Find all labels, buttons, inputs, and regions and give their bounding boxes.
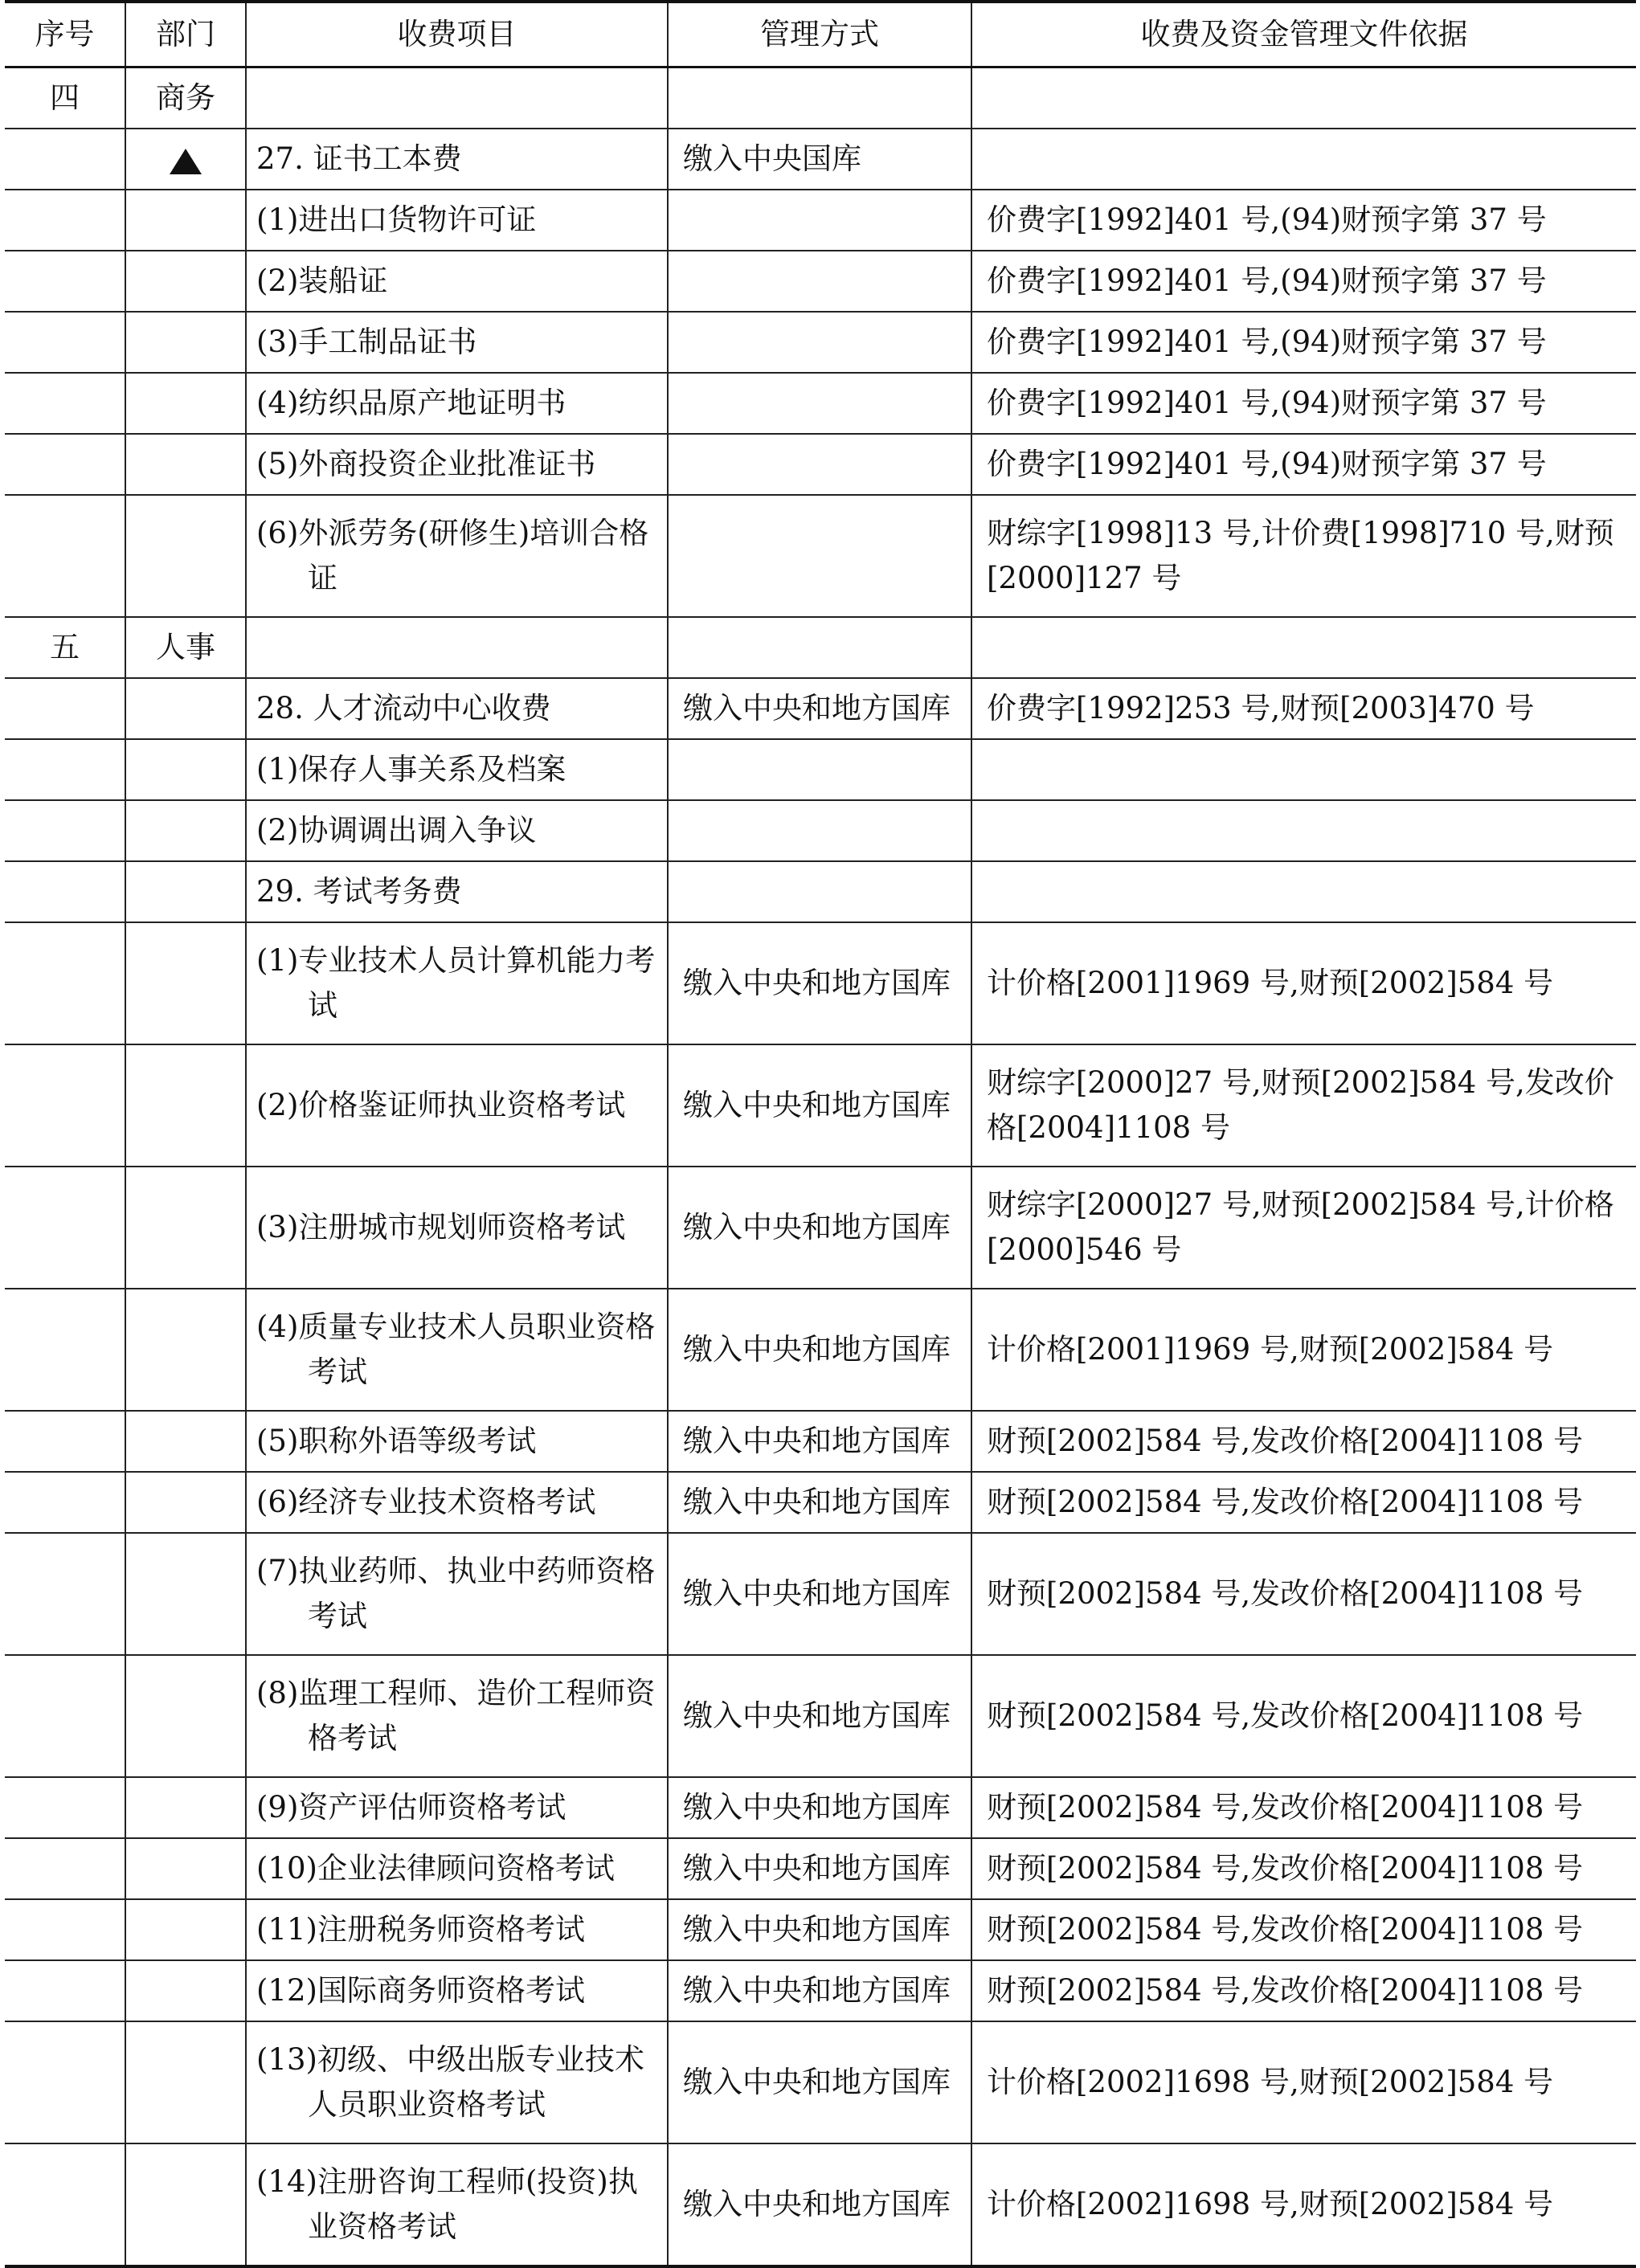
cell-no [5, 1044, 125, 1167]
cell-item: (1)进出口货物许可证 [246, 190, 668, 251]
cell-no [5, 1411, 125, 1472]
cell-basis: 价费字[1992]253 号,财预[2003]470 号 [971, 678, 1636, 739]
cell-no [5, 1960, 125, 2021]
table-row [5, 312, 1636, 373]
cell-item: (5)职称外语等级考试 [246, 1411, 668, 1472]
cell-no [5, 739, 125, 800]
cell-basis: 价费字[1992]401 号,(94)财预字第 37 号 [971, 434, 1636, 495]
cell-mgmt: 缴入中央和地方国库 [668, 2021, 971, 2143]
cell-mgmt: 缴入中央国库 [668, 129, 971, 190]
table-row [5, 617, 1636, 678]
triangle-marker-icon [170, 149, 202, 174]
cell-mgmt [668, 251, 971, 312]
cell-basis: 计价格[2001]1969 号,财预[2002]584 号 [971, 922, 1636, 1044]
cell-item: (6)经济专业技术资格考试 [246, 1472, 668, 1533]
cell-item: 28. 人才流动中心收费 [246, 678, 668, 739]
cell-mgmt [668, 495, 971, 617]
cell-mgmt [668, 373, 971, 434]
cell-no [5, 1167, 125, 1289]
cell-no [5, 800, 125, 861]
cell-item: (1)保存人事关系及档案 [246, 739, 668, 800]
table-row [5, 1167, 1636, 1289]
cell-item: (12)国际商务师资格考试 [246, 1960, 668, 2021]
cell-dept [125, 922, 246, 1044]
fee-table [5, 0, 1636, 2268]
cell-dept [125, 861, 246, 922]
table-row [5, 251, 1636, 312]
table-row [5, 1777, 1636, 1838]
cell-basis: 财预[2002]584 号,发改价格[2004]1108 号 [971, 1838, 1636, 1899]
cell-mgmt: 缴入中央和地方国库 [668, 2143, 971, 2266]
cell-mgmt: 缴入中央和地方国库 [668, 922, 971, 1044]
cell-mgmt [668, 800, 971, 861]
table-row [5, 1472, 1636, 1533]
cell-mgmt: 缴入中央和地方国库 [668, 1655, 971, 1777]
table-row [5, 373, 1636, 434]
cell-dept [125, 251, 246, 312]
cell-basis: 财预[2002]584 号,发改价格[2004]1108 号 [971, 1472, 1636, 1533]
cell-mgmt [668, 861, 971, 922]
cell-no [5, 1838, 125, 1899]
cell-item: (4)纺织品原产地证明书 [246, 373, 668, 434]
table-row [5, 1533, 1636, 1655]
table-row [5, 190, 1636, 251]
cell-mgmt: 缴入中央和地方国库 [668, 1411, 971, 1472]
cell-no [5, 861, 125, 922]
cell-dept [125, 1533, 246, 1655]
cell-basis: 价费字[1992]401 号,(94)财预字第 37 号 [971, 251, 1636, 312]
cell-dept [125, 1899, 246, 1960]
cell-dept [125, 1838, 246, 1899]
cell-basis: 财预[2002]584 号,发改价格[2004]1108 号 [971, 1960, 1636, 2021]
cell-no [5, 434, 125, 495]
cell-basis: 财综字[1998]13 号,计价费[1998]710 号,财预[2000]127 号 [971, 495, 1636, 617]
cell-mgmt: 缴入中央和地方国库 [668, 1167, 971, 1289]
cell-dept [125, 1167, 246, 1289]
table-row [5, 922, 1636, 1044]
cell-basis: 财预[2002]584 号,发改价格[2004]1108 号 [971, 1777, 1636, 1838]
cell-basis: 价费字[1992]401 号,(94)财预字第 37 号 [971, 312, 1636, 373]
cell-item: (5)外商投资企业批准证书 [246, 434, 668, 495]
cell-dept [125, 1472, 246, 1533]
cell-no [5, 190, 125, 251]
table-row [5, 1289, 1636, 1411]
cell-item: (13)初级、中级出版专业技术人员职业资格考试 [246, 2021, 668, 2143]
cell-item: (8)监理工程师、造价工程师资格考试 [246, 1655, 668, 1777]
table-row [5, 1044, 1636, 1167]
cell-basis: 计价格[2002]1698 号,财预[2002]584 号 [971, 2143, 1636, 2266]
cell-basis [971, 739, 1636, 800]
cell-basis [971, 67, 1636, 129]
cell-basis [971, 800, 1636, 861]
cell-dept [125, 434, 246, 495]
cell-no [5, 1655, 125, 1777]
table-row [5, 1411, 1636, 1472]
cell-item: (2)协调调出调入争议 [246, 800, 668, 861]
cell-item: 27. 证书工本费 [246, 129, 668, 190]
cell-item: (11)注册税务师资格考试 [246, 1899, 668, 1960]
cell-no [5, 1777, 125, 1838]
cell-dept [125, 373, 246, 434]
cell-dept [125, 678, 246, 739]
cell-basis [971, 861, 1636, 922]
cell-mgmt: 缴入中央和地方国库 [668, 1899, 971, 1960]
cell-no [5, 1289, 125, 1411]
cell-item: 29. 考试考务费 [246, 861, 668, 922]
cell-item: (1)专业技术人员计算机能力考试 [246, 922, 668, 1044]
header-dept: 部门 [125, 2, 246, 67]
table-row [5, 739, 1636, 800]
cell-dept [125, 129, 246, 190]
table-header-row [5, 2, 1636, 67]
table-row [5, 129, 1636, 190]
cell-basis: 价费字[1992]401 号,(94)财预字第 37 号 [971, 373, 1636, 434]
cell-item: (4)质量专业技术人员职业资格考试 [246, 1289, 668, 1411]
cell-mgmt: 缴入中央和地方国库 [668, 1777, 971, 1838]
header-basis: 收费及资金管理文件依据 [971, 2, 1636, 67]
cell-dept [125, 312, 246, 373]
cell-no [5, 129, 125, 190]
cell-mgmt [668, 312, 971, 373]
table-row [5, 800, 1636, 861]
cell-dept [125, 1960, 246, 2021]
cell-item: (3)注册城市规划师资格考试 [246, 1167, 668, 1289]
cell-basis: 计价格[2002]1698 号,财预[2002]584 号 [971, 2021, 1636, 2143]
cell-dept [125, 1777, 246, 1838]
table-row [5, 678, 1636, 739]
cell-item: (6)外派劳务(研修生)培训合格证 [246, 495, 668, 617]
cell-no [5, 1533, 125, 1655]
cell-dept [125, 1044, 246, 1167]
cell-dept [125, 495, 246, 617]
cell-item: (3)手工制品证书 [246, 312, 668, 373]
cell-no [5, 312, 125, 373]
cell-basis: 财综字[2000]27 号,财预[2002]584 号,计价格[2000]546 号 [971, 1167, 1636, 1289]
cell-dept [125, 1411, 246, 1472]
table-row [5, 495, 1636, 617]
cell-dept [125, 739, 246, 800]
table-row [5, 1838, 1636, 1899]
cell-no [5, 922, 125, 1044]
cell-no [5, 251, 125, 312]
cell-dept [125, 2021, 246, 2143]
cell-no [5, 1899, 125, 1960]
cell-no [5, 495, 125, 617]
cell-mgmt: 缴入中央和地方国库 [668, 1838, 971, 1899]
cell-item [246, 617, 668, 678]
cell-mgmt [668, 434, 971, 495]
cell-dept [125, 800, 246, 861]
cell-basis [971, 617, 1636, 678]
cell-basis: 财预[2002]584 号,发改价格[2004]1108 号 [971, 1655, 1636, 1777]
cell-item: (2)价格鉴证师执业资格考试 [246, 1044, 668, 1167]
cell-dept [125, 2143, 246, 2266]
cell-mgmt: 缴入中央和地方国库 [668, 1533, 971, 1655]
cell-item: (14)注册咨询工程师(投资)执业资格考试 [246, 2143, 668, 2266]
cell-item: (7)执业药师、执业中药师资格考试 [246, 1533, 668, 1655]
cell-basis: 价费字[1992]401 号,(94)财预字第 37 号 [971, 190, 1636, 251]
cell-basis: 财综字[2000]27 号,财预[2002]584 号,发改价格[2004]1108 号 [971, 1044, 1636, 1167]
cell-dept [125, 1289, 246, 1411]
cell-mgmt [668, 67, 971, 129]
cell-no [5, 1472, 125, 1533]
cell-dept: 人事 [125, 617, 246, 678]
header-mgmt: 管理方式 [668, 2, 971, 67]
fee-table-page [5, 0, 1636, 2268]
table-row [5, 2143, 1636, 2266]
cell-basis: 财预[2002]584 号,发改价格[2004]1108 号 [971, 1899, 1636, 1960]
table-row [5, 1655, 1636, 1777]
cell-mgmt [668, 190, 971, 251]
cell-mgmt: 缴入中央和地方国库 [668, 1289, 971, 1411]
cell-no [5, 2143, 125, 2266]
table-row [5, 67, 1636, 129]
cell-dept [125, 190, 246, 251]
table-row [5, 1960, 1636, 2021]
cell-basis [971, 129, 1636, 190]
cell-mgmt [668, 617, 971, 678]
cell-mgmt: 缴入中央和地方国库 [668, 1472, 971, 1533]
cell-mgmt: 缴入中央和地方国库 [668, 1960, 971, 2021]
cell-no [5, 373, 125, 434]
table-row [5, 2021, 1636, 2143]
cell-no: 四 [5, 67, 125, 129]
header-item: 收费项目 [246, 2, 668, 67]
cell-mgmt: 缴入中央和地方国库 [668, 1044, 971, 1167]
cell-item: (10)企业法律顾问资格考试 [246, 1838, 668, 1899]
cell-mgmt: 缴入中央和地方国库 [668, 678, 971, 739]
cell-no [5, 678, 125, 739]
cell-basis: 财预[2002]584 号,发改价格[2004]1108 号 [971, 1411, 1636, 1472]
cell-no: 五 [5, 617, 125, 678]
cell-item: (9)资产评估师资格考试 [246, 1777, 668, 1838]
table-row [5, 861, 1636, 922]
cell-item [246, 67, 668, 129]
cell-basis: 财预[2002]584 号,发改价格[2004]1108 号 [971, 1533, 1636, 1655]
header-no: 序号 [5, 2, 125, 67]
cell-basis: 计价格[2001]1969 号,财预[2002]584 号 [971, 1289, 1636, 1411]
cell-item: (2)装船证 [246, 251, 668, 312]
cell-dept: 商务 [125, 67, 246, 129]
table-row [5, 434, 1636, 495]
cell-no [5, 2021, 125, 2143]
table-row [5, 1899, 1636, 1960]
cell-dept [125, 1655, 246, 1777]
cell-mgmt [668, 739, 971, 800]
